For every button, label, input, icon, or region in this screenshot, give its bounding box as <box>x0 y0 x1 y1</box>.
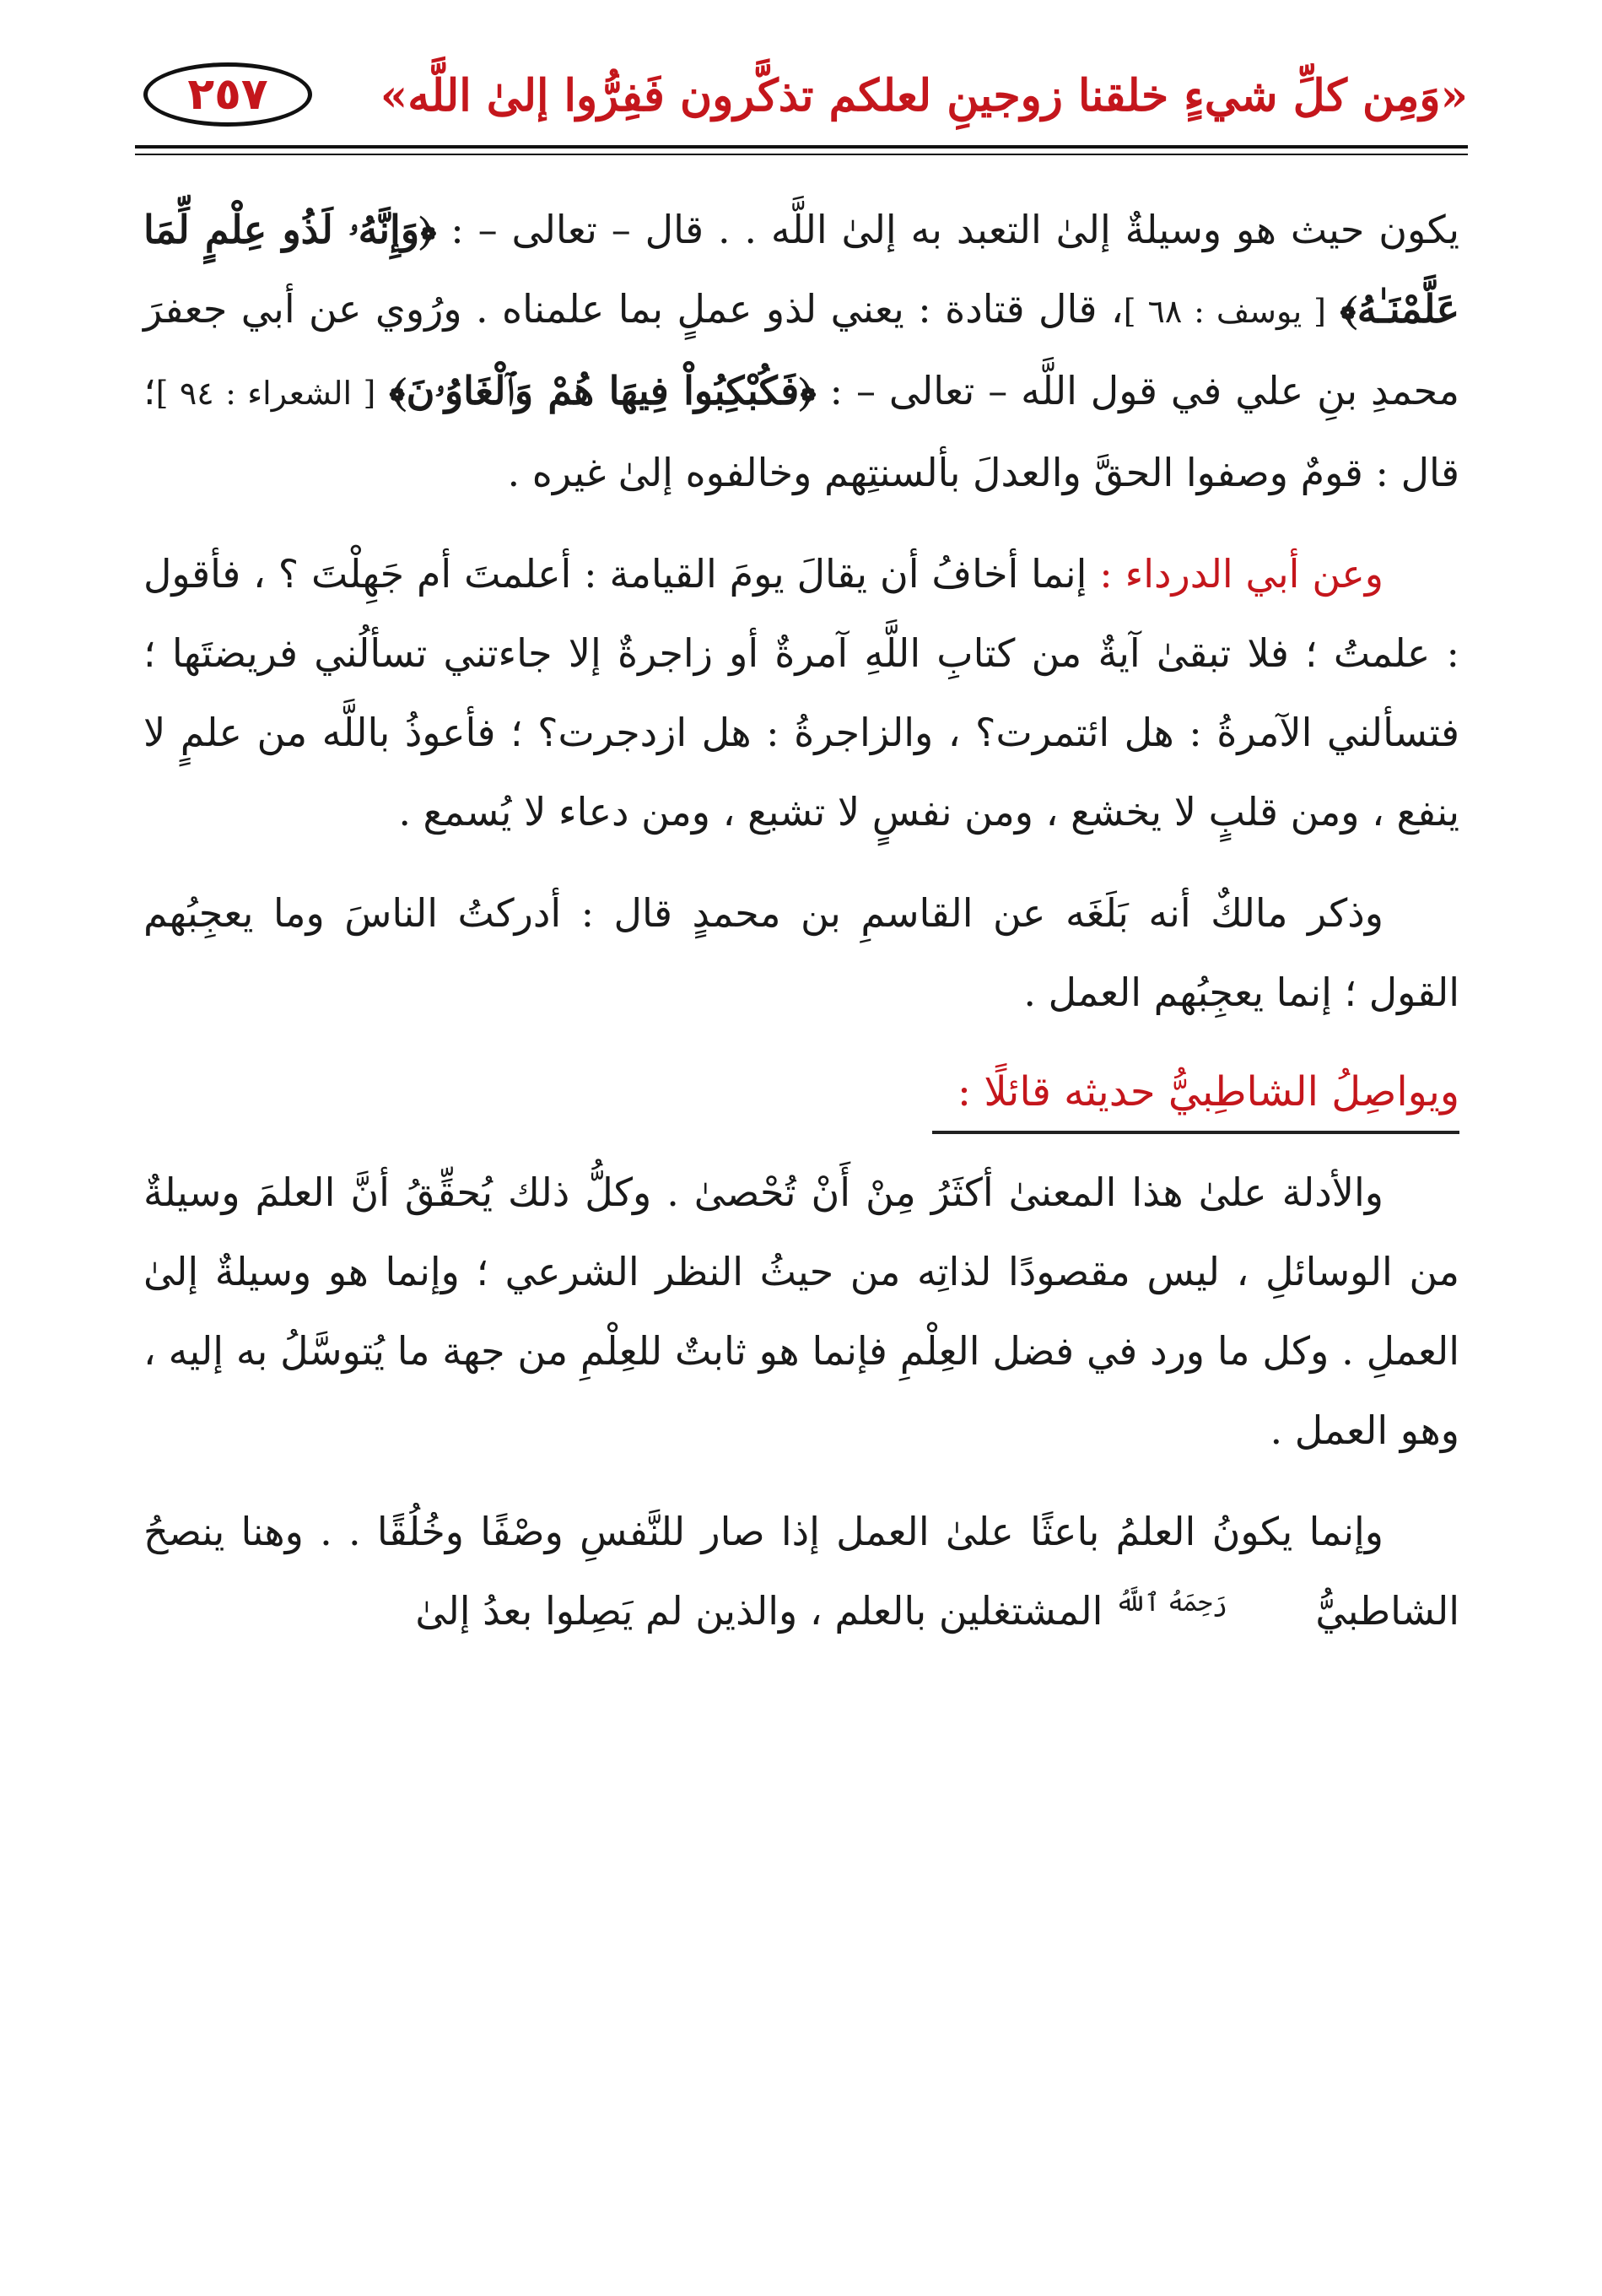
running-title: «وَمِن كلِّ شيءٍ خلقنا زوجينِ لعلكم تذكَّرون فَفِرُّوا إلىٰ اللَّه» <box>380 70 1468 122</box>
quran-verse-yusuf: ﴿وَإِنَّهُۥ لَذُو عِلْمٍ لِّمَا عَلَّمْنَـٰهُ﴾ <box>143 207 1460 332</box>
paragraph-2-text: إنما أخافُ أن يقالَ يومَ القيامة : أعلمتَ أم جَهِلْتَ ؟ ، فأقول : علمتُ ؛ فلا تبقىٰ آيةٌ من كتابِ اللَّهِ آمرةٌ أو زاجرةٌ إلا جاءتني تسألُني فريضتَها ؛ فتسألني الآمرةُ : هل ائتمرت؟ ، والزاجرةُ : هل ازدجرت؟ ؛ فأعوذُ باللَّه من علمٍ لا ينفع ، ومن قلبٍ لا يخشع ، ومن نفسٍ لا تشبع ، ومن دعاء لا يُسمع . <box>143 551 1459 835</box>
paragraph-3: وذكر مالكٌ أنه بَلَغَه عن القاسمِ بن محمدٍ قال : أدركتُ الناسَ وما يعجِبُهم القول ؛ إنما يعجِبُهم العمل . <box>143 890 1459 1015</box>
verse-reference-shuara: [ الشعراء : ٩٤ ] <box>155 375 376 412</box>
header-divider-thick <box>135 145 1468 149</box>
header-divider-thin <box>135 154 1468 155</box>
paragraph-2 <box>143 534 1459 851</box>
paragraph-1-text-c: ؛ قال : قومٌ وصفوا الحقَّ والعدلَ بألسنتِهم وخالفوه إلىٰ غيره . <box>143 368 1459 495</box>
body-text <box>143 190 1459 1650</box>
paragraph-5-text-b: المشتغلين بالعلم ، والذين لم يَصِلوا بعدُ إلىٰ <box>415 1588 1103 1634</box>
quran-verse-shuara: ﴿فَكُبْكِبُواْ فِيهَا هُمْ وَٱلْغَاوُۥنَ﴾ <box>389 368 817 413</box>
paragraph-5-text-a: وإنما يكونُ العلمُ باعثًا علىٰ العمل إذا صار للنَّفسِ وصْفًا وخُلُقًا . . وهنا ينصحُ الشاطبيُّ <box>143 1509 1459 1634</box>
verse-reference-yusuf: [ يوسف : ٦٨ ] <box>1123 293 1326 330</box>
paragraph-4: والأدلة علىٰ هذا المعنىٰ أكثَرُ مِنْ أَنْ تُحْصىٰ . وكلُّ ذلك يُحقِّقُ أنَّ العلمَ وسيلةٌ من الوسائلِ ، ليس مقصودًا لذاتِه من حيثُ النظر الشرعي ؛ وإنما هو وسيلةٌ إلىٰ العملِ . وكل ما ورد في فضل العِلْمِ فإنما هو ثابتٌ للعِلْمِ من جهة ما يُتوسَّلُ به إليه ، وهو العمل . <box>143 1170 1459 1453</box>
subheading: ويواصِلُ الشاطِبيُّ حديثه قائلًا : <box>932 1058 1459 1134</box>
subheading-container <box>143 1052 1459 1134</box>
page-number <box>143 62 312 127</box>
running-header <box>135 51 1468 152</box>
paragraph-1 <box>143 190 1459 512</box>
paragraph-5 <box>143 1492 1459 1650</box>
paragraph-1-text-a: يكون حيث هو وسيلةٌ إلىٰ التعبد به إلىٰ اللَّه . . قال – تعالى – : <box>450 207 1459 252</box>
page-number-text: ٢٥٧ <box>187 69 268 120</box>
honorific-ligature: رَحِمَهُ ٱللَّهُ <box>1115 1587 1227 1618</box>
paragraph-1-text-b: ، قال قتادة : يعني لذو عملٍ بما علمناه . ورُوي عن أبي جعفرَ محمدِ بنِ علي في قول اللَّه – تعالى – : <box>143 286 1460 413</box>
paragraph-2-lead: وعن أبي الدرداء : <box>1099 551 1384 597</box>
